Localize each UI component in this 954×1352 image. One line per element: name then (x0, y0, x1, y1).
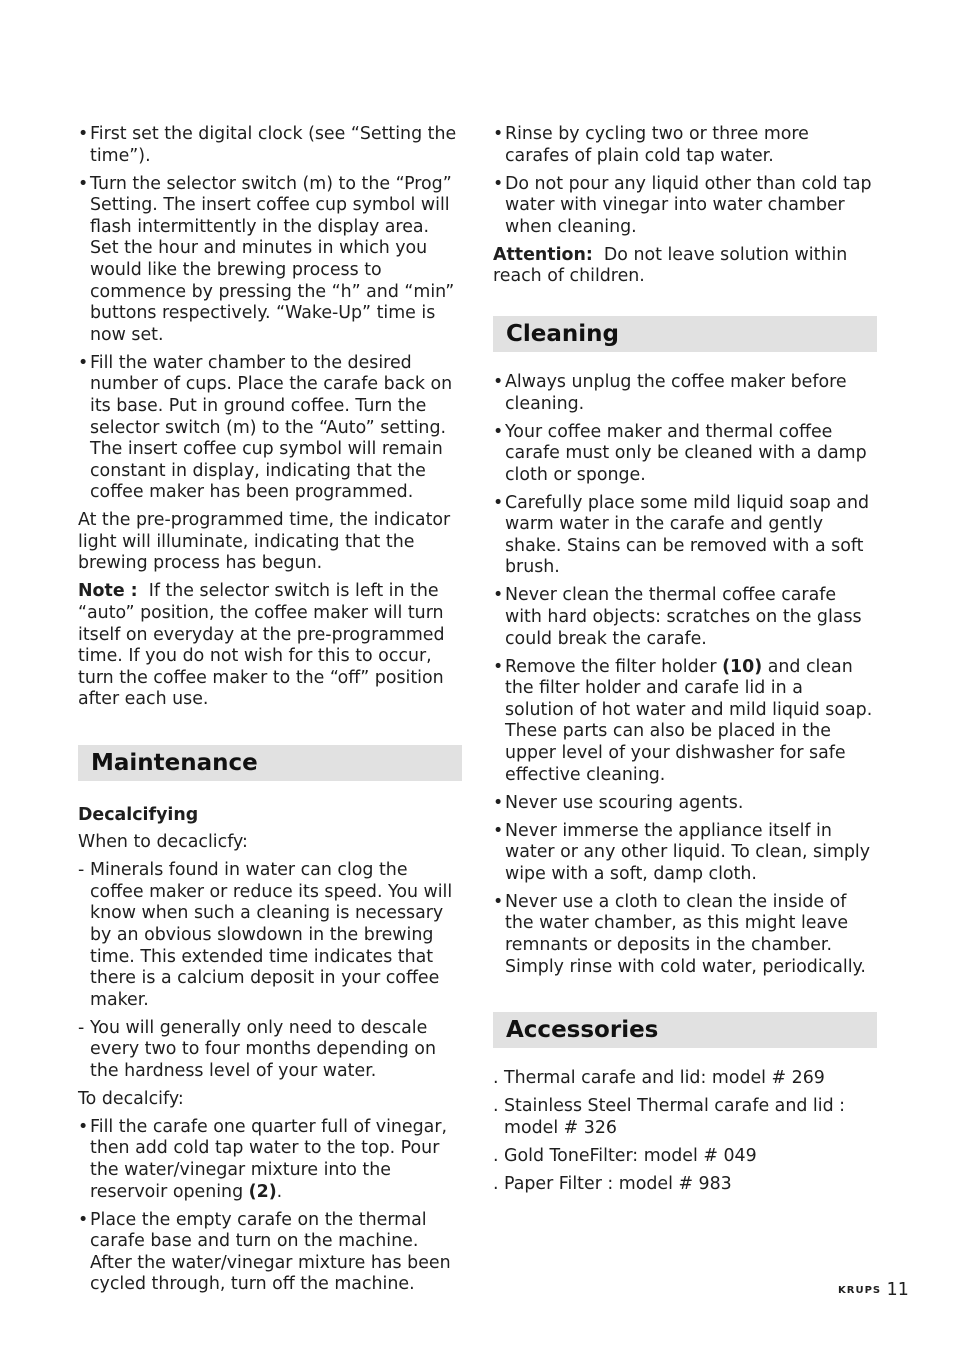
accessory-text: Paper Filter : model # 983 (504, 1173, 732, 1194)
bullet-text: First set the digital clock (see “Setting the time”). (90, 124, 457, 166)
bullet-text: Fill the carafe one quarter full of vinegar, then add cold tap water to the top. Pour the water/vinegar mixture into the reservoir opening (90, 1116, 447, 1202)
when-to-decalcify: When to decaclicfy: (78, 832, 248, 853)
bullet-item (493, 124, 877, 167)
bullet-glyph: • (78, 1209, 89, 1230)
bullet-text: Never immerse the appliance itself in water or any other liquid. To clean, simply wipe with a soft, damp cloth. (505, 820, 871, 884)
bullet-item (78, 124, 462, 167)
bullet-item (493, 585, 877, 650)
note-paragraph (78, 581, 462, 711)
bullet-text: Your coffee maker and thermal coffee carafe must only be cleaned with a damp cloth or sponge. (505, 421, 867, 485)
bullet-text: Remove the filter holder (505, 656, 723, 677)
accessory-item (493, 1068, 877, 1090)
accessory-dot: . (493, 1145, 499, 1166)
bullet-item (493, 372, 877, 415)
accessory-dot: . (493, 1173, 499, 1194)
bullet-item (493, 657, 877, 787)
part-reference: (10) (722, 656, 763, 677)
decalcifying-heading: Decalcifying (78, 805, 199, 825)
bullet-item (493, 493, 877, 579)
bullet-text: Never use a cloth to clean the inside of the water chamber, as this might leave remnants or deposits in the chamber. Simply rinse with cold water, periodically. (505, 891, 866, 977)
bullet-item (493, 793, 877, 815)
accessory-item (493, 1146, 877, 1168)
attention-label: Attention: (493, 244, 593, 265)
dash-text: Minerals found in water can clog the coffee maker or reduce its speed. You will know when such a cleaning is necessary by an obvious slowdown in the brewing time. This extended time indicates that there is a calcium deposit in your coffee maker. (90, 860, 453, 1010)
bullet-text: Rinse by cycling two or three more carafes of plain cold tap water. (505, 124, 809, 166)
cleaning-heading: Cleaning (493, 316, 877, 352)
bullet-glyph: • (78, 352, 89, 373)
bullet-glyph: • (493, 656, 504, 677)
attention-text: Do not leave solution within reach of children. (493, 244, 848, 287)
bullet-glyph: • (493, 585, 504, 606)
bullet-text: Always unplug the coffee maker before cleaning. (505, 371, 847, 414)
accessory-dot: . (493, 1096, 499, 1117)
accessories-heading: Accessories (493, 1012, 877, 1048)
to-decalcify: To decalcify: (78, 1088, 184, 1109)
bullet-text: Place the empty carafe on the thermal carafe base and turn on the machine. After the water/vinegar mixture has been cycled through, turn off the machine. (90, 1209, 451, 1295)
bullet-text: Do not pour any liquid other than cold tap water with vinegar into water chamber when cleaning. (505, 173, 872, 237)
accessory-dot: . (493, 1068, 499, 1089)
bullet-item (78, 353, 462, 504)
bullet-text: Never clean the thermal coffee carafe with hard objects: scratches on the glass could break the carafe. (505, 585, 862, 649)
bullet-text: Fill the water chamber to the desired number of cups. Place the carafe back on its base. Put in ground coffee. Turn the selector switch (m) to the “Auto” setting. The insert coffee cup symbol will remain constant in display, indicating that the coffee maker has been programmed. (90, 352, 453, 503)
bullet-text-end: . (276, 1181, 283, 1202)
bullet-text-end: and clean the filter holder and carafe lid in a solution of hot water and mild liquid soap. These parts can also be placed in the upper level of your dishwasher for safe effective cleaning. (505, 656, 873, 785)
bullet-text: Carefully place some mild liquid soap and warm water in the carafe and gently shake. Stains can be removed with a soft brush. (505, 492, 870, 578)
bullet-item (493, 422, 877, 487)
brand-logo: KRUPS (838, 1285, 882, 1296)
right-column (493, 124, 877, 1202)
bullet-glyph: • (493, 820, 504, 841)
maintenance-heading: Maintenance (78, 745, 462, 781)
attention-paragraph (493, 245, 877, 288)
bullet-glyph: • (493, 421, 504, 442)
accessory-item (493, 1174, 877, 1196)
dash-glyph: - (78, 1017, 85, 1038)
page-footer (838, 1280, 909, 1302)
bullet-glyph: • (493, 891, 504, 912)
bullet-item (493, 821, 877, 886)
bullet-glyph: • (78, 173, 89, 194)
accessory-text: Thermal carafe and lid: model # 269 (504, 1068, 825, 1089)
bullet-text: Never use scouring agents. (505, 792, 744, 813)
page-number: 11 (886, 1280, 909, 1300)
accessory-text: Gold ToneFilter: model # 049 (504, 1145, 757, 1166)
dash-item (78, 860, 462, 1011)
bullet-glyph: • (78, 1116, 89, 1137)
bullet-item (78, 1117, 462, 1203)
left-column (78, 124, 462, 1302)
accessory-item (493, 1096, 877, 1139)
bullet-text: Turn the selector switch (m) to the “Prog” Setting. The insert coffee cup symbol will flash intermittently in the display area. Set the hour and minutes in which you would like the brewing process to commence by pressing the “h” and “min” buttons respectively. “Wake-Up” time is now set. (90, 173, 455, 345)
bullet-item (493, 892, 877, 978)
bullet-glyph: • (493, 792, 504, 813)
bullet-glyph: • (493, 492, 504, 513)
dash-text: You will generally only need to descale every two to four months depending on the hardness level of your water. (90, 1017, 436, 1081)
note-text: If the selector switch is left in the “auto” position, the coffee maker will turn itself on everyday at the pre-programmed time. If you do not wish for this to occur, turn the coffee maker to the “off” position after each use. (78, 581, 445, 710)
bullet-item (78, 1210, 462, 1296)
accessory-text: Stainless Steel Thermal carafe and lid : model # 326 (504, 1096, 846, 1138)
note-label: Note : (78, 581, 138, 602)
dash-item (78, 1018, 462, 1083)
bullet-glyph: • (493, 124, 504, 144)
part-reference: (2) (248, 1181, 277, 1202)
bullet-glyph: • (78, 124, 89, 144)
bullet-item (493, 174, 877, 239)
bullet-glyph: • (493, 371, 504, 392)
bullet-item (78, 174, 462, 347)
bullet-glyph: • (493, 173, 504, 194)
preprogrammed-paragraph: At the pre-programmed time, the indicator light will illuminate, indicating that the brewing process has begun. (78, 510, 451, 574)
dash-glyph: - (78, 860, 85, 881)
